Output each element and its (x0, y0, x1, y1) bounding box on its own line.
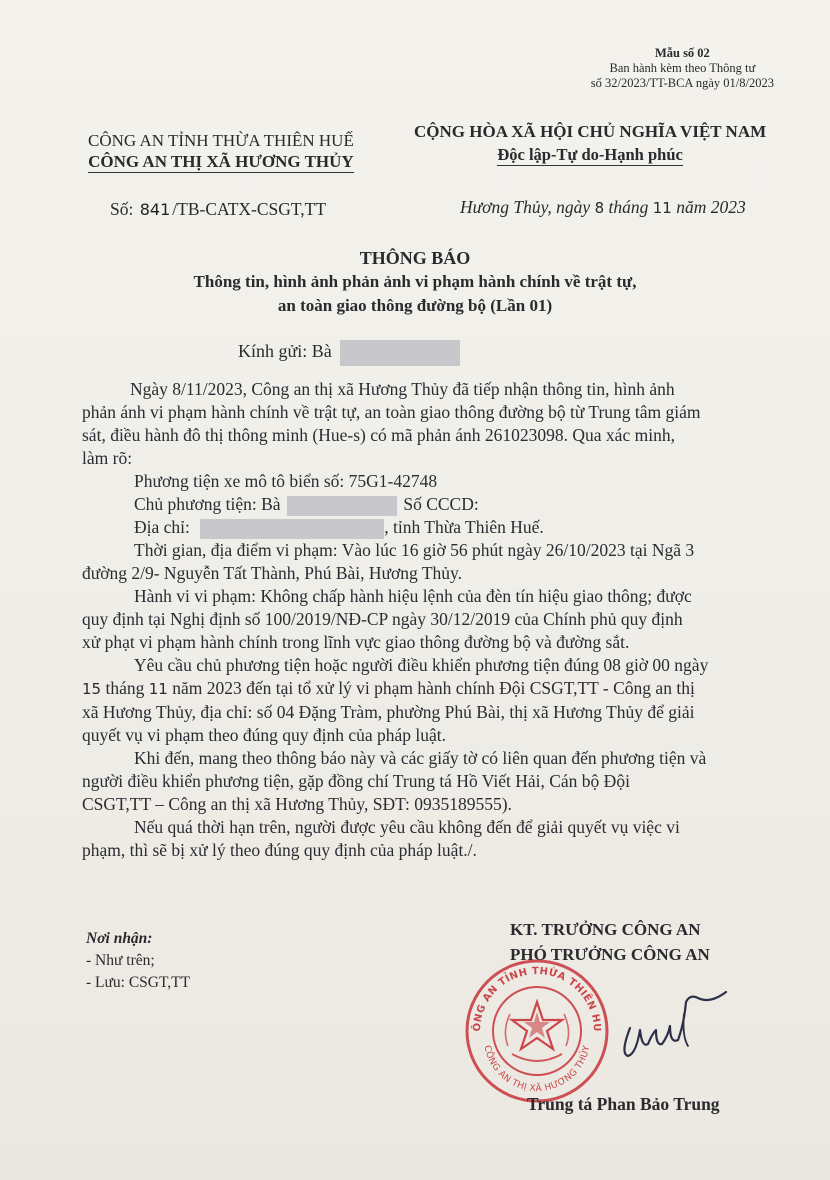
date-day: 8 (594, 199, 605, 217)
handwritten-signature (598, 984, 738, 1079)
signature-line1: KT. TRƯỞNG CÔNG AN (510, 920, 701, 939)
recipient-item-1: - Như trên; (86, 952, 155, 969)
p1-line3: sát, điều hành đô thị thông minh (Hue-s) có mã phản ánh 261023098. Qua xác minh, (82, 425, 675, 445)
number-suffix: /TB-CATX-CSGT,TT (172, 199, 327, 219)
bring-line2: người điều khiển phương tiện, gặp đồng chí Trung tá Hồ Viết Hải, Cán bộ Đội (82, 771, 630, 791)
document-number (110, 199, 326, 220)
form-code: Mẫu số 02 (654, 46, 710, 60)
number-prefix: Số: (110, 199, 134, 219)
form-code-block (591, 46, 774, 91)
date-line (460, 197, 746, 218)
republic-motto: Độc lập-Tự do-Hạnh phúc (497, 145, 683, 164)
recipient-item-2: - Lưu: CSGT,TT (86, 974, 191, 991)
vehicle-line: Phương tiện xe mô tô biển số: 75G1-42748 (134, 471, 438, 491)
official-stamp (462, 956, 612, 1111)
stamp-seal-icon (462, 956, 612, 1106)
time-line1: Thời gian, địa điểm vi phạm: Vào lúc 16 giờ 56 phút ngày 26/10/2023 tại Ngã 3 (134, 540, 695, 560)
date-year: năm 2023 (676, 197, 746, 217)
address-tail: , tỉnh Thừa Thiên Huế. (384, 517, 544, 537)
redacted-address (200, 519, 384, 539)
svg-text:CÔNG AN THỊ XÃ HƯƠNG THỦY: CÔNG AN THỊ XÃ HƯƠNG THỦY (481, 1044, 593, 1095)
cccd-label: Số CCCD: (403, 494, 479, 514)
bring-line1: Khi đến, mang theo thông báo này và các giấy tờ có liên quan đến phương tiện và (134, 748, 707, 768)
request-line1: Yêu cầu chủ phương tiện hoặc người điều khiển phương tiện đúng 08 giờ 00 ngày (134, 655, 709, 675)
agency-header (88, 130, 354, 172)
act-line1: Hành vi vi phạm: Không chấp hành hiệu lệnh của đèn tín hiệu giao thông; được (134, 586, 692, 606)
date-month: 11 (652, 199, 672, 217)
number-handwritten: 841 (139, 200, 171, 219)
form-issued-with: Ban hành kèm theo Thông tư (609, 61, 756, 75)
time-line2: đường 2/9- Nguyễn Tất Thành, Phú Bài, Hương Thủy. (82, 563, 463, 583)
request-line3: xã Hương Thủy, địa chỉ: số 04 Đặng Tràm, phường Phú Bài, thị xã Hương Thủy để giải (82, 702, 695, 722)
act-line3: xử phạt vi phạm hành chính trong lĩnh vực giao thông đường bộ và đường sắt. (82, 632, 630, 652)
date-place: Hương Thủy, ngày (460, 197, 591, 217)
title-main: THÔNG BÁO (359, 248, 471, 268)
republic-header (414, 120, 766, 166)
signer-name: Trung tá Phan Bảo Trung (527, 1094, 720, 1114)
svg-text:CÔNG AN TỈNH THỪA THIÊN HUẾ: ÔNG AN TỈNH THỪA THIÊN HU (471, 965, 603, 1033)
owner-line (82, 493, 822, 516)
request-month: 11 (148, 680, 168, 698)
form-circular: số 32/2023/TT-BCA ngày 01/8/2023 (590, 76, 774, 90)
owner-label: Chủ phương tiện: Bà (134, 494, 281, 514)
request-month-label: tháng (105, 678, 145, 698)
redacted-owner (287, 496, 397, 516)
p1-line1: Ngày 8/11/2023, Công an thị xã Hương Thủy đã tiếp nhận thông tin, hình ảnh (130, 379, 675, 399)
signature-line2: PHÓ TRƯỞNG CÔNG AN (510, 945, 710, 964)
request-day: 15 (82, 680, 102, 698)
request-line2-rest: năm 2023 đến tại tổ xử lý vi phạm hành chính Đội CSGT,TT - Công an thị (172, 678, 695, 698)
document-title (0, 246, 830, 318)
address-line (82, 516, 822, 539)
p1-line2: phản ánh vi phạm hành chính về trật tự, an toàn giao thông đường bộ từ Trung tâm giám (82, 402, 701, 422)
recipients-heading: Nơi nhận: (86, 930, 153, 947)
request-line4: quyết vụ vi phạm theo đúng quy định của pháp luật. (82, 725, 447, 745)
act-line2: quy định tại Nghị định số 100/2019/NĐ-CP ngày 30/12/2019 của Chính phủ quy định (82, 609, 683, 629)
title-sub2: an toàn giao thông đường bộ (Lần 01) (277, 296, 553, 315)
recipients (86, 928, 190, 994)
date-month-label: tháng (608, 197, 649, 217)
late-line2: phạm, thì sẽ bị xử lý theo đúng quy định của pháp luật./. (82, 840, 477, 860)
body-paragraphs (82, 378, 822, 862)
signature-icon (598, 984, 738, 1074)
address-label: Địa chỉ: (134, 517, 190, 537)
bring-line3: CSGT,TT – Công an thị xã Hương Thủy, SĐT: 0935189555). (82, 794, 512, 814)
title-sub1: Thông tin, hình ảnh phản ảnh vi phạm hành chính về trật tự, (193, 272, 637, 291)
republic-line1: CỘNG HÒA XÃ HỘI CHỦ NGHĨA VIỆT NAM (414, 122, 767, 141)
salutation (238, 340, 460, 366)
p1-line4: làm rõ: (82, 448, 133, 468)
request-line2 (82, 677, 822, 701)
agency-line2: CÔNG AN THỊ XÃ HƯƠNG THỦY (88, 152, 354, 171)
agency-line1: CÔNG AN TỈNH THỪA THIÊN HUẾ (88, 131, 354, 150)
late-line1: Nếu quá thời hạn trên, người được yêu cầu không đến để giải quyết vụ việc vi (134, 817, 680, 837)
redacted-name (340, 340, 460, 366)
salutation-text: Kính gửi: Bà (238, 341, 332, 362)
